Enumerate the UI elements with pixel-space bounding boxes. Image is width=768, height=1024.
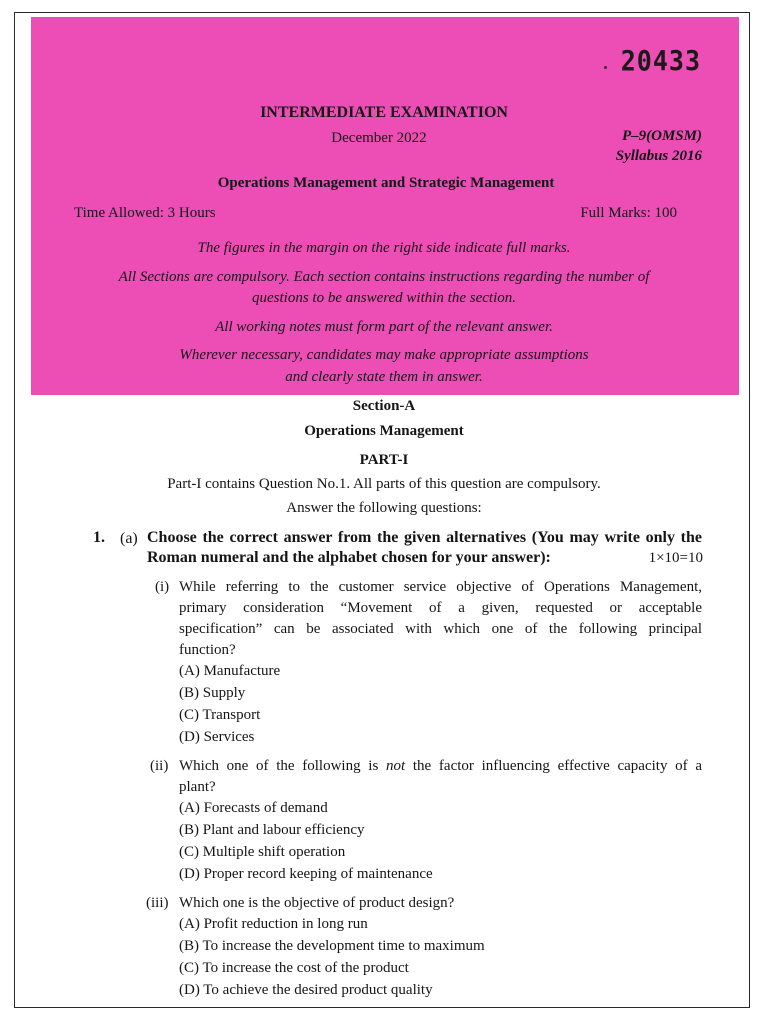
exam-date: December 2022 [331, 130, 427, 146]
option: (C) Multiple shift operation [179, 844, 346, 860]
item-text: While referring to the customer service objective of Operations Management, [179, 579, 702, 595]
item-text: Which one of the following is not the factor influencing effective capacity of a [179, 758, 703, 774]
instruction-line: All working notes must form part of the relevant answer. [215, 319, 553, 335]
part-note: Part-I contains Question No.1. All parts of this question are compulsory. [167, 476, 601, 492]
instruction-line: and clearly state them in answer. [285, 369, 483, 385]
question-sub-label: (a) [120, 530, 138, 547]
full-marks: Full Marks: 100 [580, 205, 677, 221]
item-label: (i) [155, 579, 170, 595]
instruction-line: The figures in the margin on the right side indicate full marks. [197, 240, 571, 256]
question-stem: Roman numeral and the alphabet chosen for your answer): [147, 549, 551, 566]
option: (B) To increase the development time to maximum [179, 938, 485, 954]
item-label: (ii) [150, 758, 169, 774]
instruction-line: All Sections are compulsory. Each section contains instructions regarding the number of [118, 269, 650, 285]
option: (A) Manufacture [179, 663, 281, 679]
subject-title: Operations Management and Strategic Management [217, 175, 555, 191]
item-text: Which one is the objective of product design? [179, 895, 455, 911]
option: (A) Forecasts of demand [179, 800, 328, 816]
paper-number: 20433 [620, 44, 701, 77]
part-title: PART-I [359, 452, 409, 468]
item-label: (iii) [146, 895, 169, 911]
option: (D) To achieve the desired product quality [179, 982, 433, 998]
option: (D) Services [179, 729, 255, 745]
item-text: plant? [179, 779, 216, 795]
option: (B) Supply [179, 685, 246, 701]
question-marks: 1×10=10 [648, 550, 703, 566]
instruction-line: questions to be answered within the section. [251, 290, 516, 306]
question-number: 1. [93, 529, 105, 546]
section-title: Section-A [352, 398, 416, 414]
option: (D) Proper record keeping of maintenance [179, 866, 433, 882]
exam-title: INTERMEDIATE EXAMINATION [260, 104, 508, 121]
option: (B) Plant and labour efficiency [179, 822, 365, 838]
time-allowed: Time Allowed: 3 Hours [74, 205, 216, 221]
section-subtitle: Operations Management [304, 423, 464, 439]
stray-dot [604, 66, 607, 69]
item-text: primary consideration “Movement of a given, requested or acceptable [179, 600, 702, 616]
option: (C) To increase the cost of the product [179, 960, 409, 976]
paper-code: P–9(OMSM) [621, 128, 702, 144]
option: (A) Profit reduction in long run [179, 916, 368, 932]
question-stem: Choose the correct answer from the given alternatives (You may write only the [147, 529, 702, 546]
item-text: specification” can be associated with which one of the following principal [179, 621, 702, 637]
option: (C) Transport [179, 707, 261, 723]
item-text: function? [179, 642, 236, 658]
answer-instruction: Answer the following questions: [286, 500, 482, 516]
syllabus: Syllabus 2016 [615, 148, 702, 164]
instruction-line: Wherever necessary, candidates may make appropriate assumptions [179, 347, 589, 363]
